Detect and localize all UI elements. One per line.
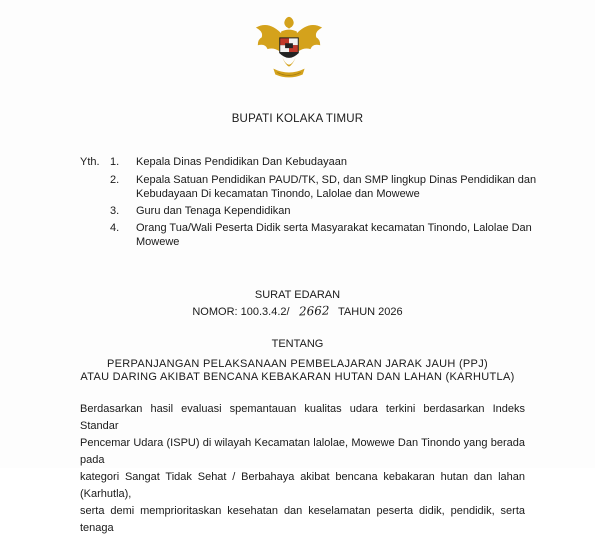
recipient-number: 3. xyxy=(110,205,120,217)
recipient-item xyxy=(110,204,550,218)
body-paragraph xyxy=(80,401,525,537)
recipient-text: Guru dan Tenaga Kependidikan xyxy=(136,205,291,217)
letter-number-prefix: NOMOR: 100.3.4.2/ xyxy=(192,306,290,318)
garuda-emblem-icon xyxy=(250,14,328,92)
tentang-heading: TENTANG xyxy=(271,338,324,350)
letter-type: SURAT EDARAN xyxy=(254,289,341,301)
letter-number xyxy=(0,304,595,318)
recipient-prefix: Yth. xyxy=(80,156,100,168)
recipient-item xyxy=(110,155,550,169)
recipient-list xyxy=(110,155,550,252)
recipient-number: 2. xyxy=(110,174,120,186)
body-line: Pencemar Udara (ISPU) di wilayah Kecamatan lalolae, Mowewe Dan Tinondo yang berada pada xyxy=(80,437,525,466)
topic-line-2: ATAU DARING AKIBAT BENCANA KEBAKARAN HUTAN DAN LAHAN (KARHUTLA) xyxy=(80,371,515,383)
recipient-text: Orang Tua/Wali Peserta Didik serta Masyarakat kecamatan Tinondo, Lalolae Dan Mowewe xyxy=(136,222,532,248)
recipient-text: Kepala Dinas Pendidikan Dan Kebudayaan xyxy=(136,156,347,168)
recipient-item xyxy=(110,173,550,201)
letter-number-handwritten: 2662 xyxy=(298,303,330,319)
recipient-number: 1. xyxy=(110,156,120,168)
topic-line-1: PERPANJANGAN PELAKSANAAN PEMBELAJARAN JARAK JAUH (PPJ) xyxy=(107,358,488,370)
letter-header-title: BUPATI KOLAKA TIMUR xyxy=(231,113,364,125)
recipient-item xyxy=(110,221,550,249)
body-line: kategori Sangat Tidak Sehat / Berbahaya akibat bencana kebakaran hutan dan lahan (Karhutla), xyxy=(80,471,525,500)
letter-number-year: TAHUN 2026 xyxy=(338,306,403,318)
recipient-number: 4. xyxy=(110,222,120,234)
recipient-text: Kepala Satuan Pendidikan PAUD/TK, SD, dan SMP lingkup Dinas Pendidikan dan Kebudayaan Di kecamatan Tinondo, Lalolae dan Mowewe xyxy=(136,174,537,200)
body-line: serta demi memprioritaskan kesehatan dan keselamatan peserta didik, pendidik, serta tenaga xyxy=(80,505,525,534)
body-line: Berdasarkan hasil evaluasi spemantauan kualitas udara terkini berdasarkan Indeks Standar xyxy=(80,403,525,432)
